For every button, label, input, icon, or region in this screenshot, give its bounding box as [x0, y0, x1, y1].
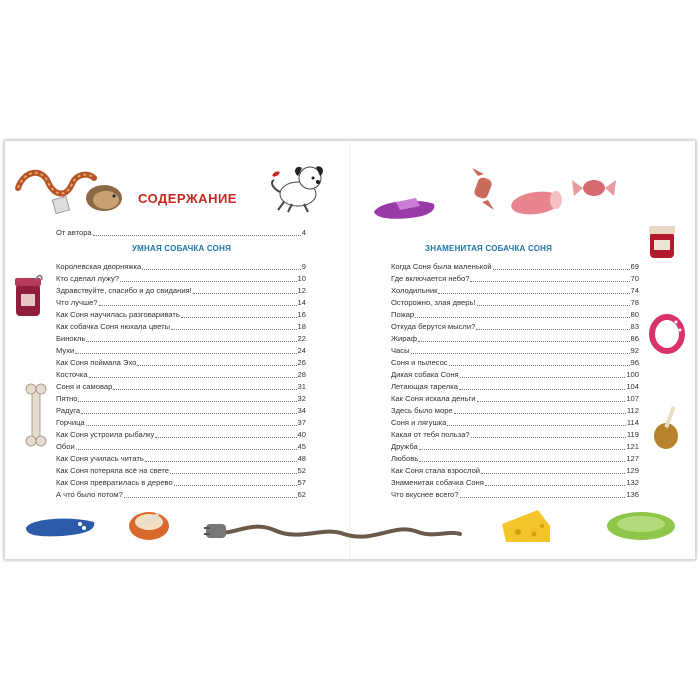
toc-item [391, 370, 639, 380]
toc-item-title: Дружба [391, 442, 418, 451]
toc-item-page: 52 [297, 466, 306, 475]
toc-leader-dots [419, 449, 626, 450]
toc-item-page: 22 [297, 334, 306, 343]
toc-item-title: Как Соня превратилась в дерево [56, 478, 173, 487]
toc-leader-dots [477, 401, 626, 402]
toc-item-title: Часы [391, 346, 410, 355]
toc-item-title: Косточка [56, 370, 88, 379]
toc-leader-dots [181, 317, 297, 318]
toc-item [391, 382, 639, 392]
toc-item [56, 466, 306, 476]
toc-item [391, 286, 639, 296]
toc-leader-dots [89, 377, 297, 378]
cord-illustration [204, 512, 466, 550]
toc-leader-dots [78, 401, 296, 402]
toc-intro [56, 228, 306, 238]
toc-item-title: Соня и лягушка [391, 418, 447, 427]
toc-item-page: 104 [626, 382, 639, 391]
toc-item-page: 12 [297, 286, 306, 295]
toc-item-page: 4 [301, 228, 306, 237]
toc-leader-dots [113, 389, 296, 390]
toc-item [391, 454, 639, 464]
toc-item-page: 18 [297, 322, 306, 331]
toc-item [391, 418, 639, 428]
dog-illustration [258, 158, 338, 216]
toc-item-title: Здравствуйте, спасибо и до свидания! [56, 286, 192, 295]
toc-item [391, 490, 639, 500]
toc-item [56, 490, 306, 500]
toc-item-page: 34 [297, 406, 306, 415]
toc-leader-dots [174, 485, 297, 486]
toc-item-page: 40 [297, 430, 306, 439]
toc-item-title: Любовь [391, 454, 419, 463]
toc-item-title: Какая от тебя польза? [391, 430, 470, 439]
toc-item-page: 78 [630, 298, 639, 307]
toc-item [56, 346, 306, 356]
toc-item [391, 466, 639, 476]
toc-item-title: Пятно [56, 394, 78, 403]
toc-item [56, 322, 306, 332]
toc-leader-dots [471, 437, 626, 438]
toc-item [391, 406, 639, 416]
toc-item-title: Знаменитая собачка Соня [391, 478, 484, 487]
toc-leader-dots [86, 425, 297, 426]
toc-item [391, 322, 639, 332]
toc-item-page: 136 [626, 490, 639, 499]
toc-item-page: 28 [297, 370, 306, 379]
toc-leader-dots [120, 281, 297, 282]
right-section-title: ЗНАМЕНИТАЯ СОБАЧКА СОНЯ [425, 244, 553, 253]
toc-item-title: Радуга [56, 406, 81, 415]
toc-item-title: Как собачка Соня нюхала цветы [56, 322, 171, 331]
toc-leader-dots [193, 293, 297, 294]
toc-leader-dots [485, 485, 625, 486]
toc-item-page: 74 [630, 286, 639, 295]
toc-leader-dots [76, 449, 297, 450]
toc-item-title: Холодильник [391, 286, 438, 295]
toc-item-title: Обои [56, 442, 75, 451]
toc-item-page: 31 [297, 382, 306, 391]
toc-item-title: А что было потом? [56, 490, 123, 499]
toc-item-page: 24 [297, 346, 306, 355]
left-section-title: УМНАЯ СОБАЧКА СОНЯ [132, 244, 232, 253]
toc-item-page: 80 [630, 310, 639, 319]
toc-leader-dots [460, 497, 626, 498]
toc-item-page: 86 [630, 334, 639, 343]
toc-item-page: 132 [626, 478, 639, 487]
toc-item [391, 310, 639, 320]
toc-item-title: Как Соня стала взрослой [391, 466, 481, 475]
toc-item-title: Что вкуснее всего? [391, 490, 459, 499]
toc-item [391, 346, 639, 356]
toc-item-title: Что лучше? [56, 298, 98, 307]
toc-item-page: 127 [626, 454, 639, 463]
toc-item [56, 286, 306, 296]
toc-item-page: 48 [297, 454, 306, 463]
toc-leader-dots [476, 329, 629, 330]
toc-item [56, 406, 306, 416]
toc-leader-dots [459, 389, 625, 390]
toc-item [56, 478, 306, 488]
toc-item [391, 298, 639, 308]
toc-item-title: Дикая собака Соня [391, 370, 459, 379]
toc-item [56, 394, 306, 404]
toc-item-page: 107 [626, 394, 639, 403]
toc-item-page: 37 [297, 418, 306, 427]
toc-item [391, 478, 639, 488]
toc-item-title: Как Соня искала деньги [391, 394, 476, 403]
toc-item-page: 96 [630, 358, 639, 367]
toc-leader-dots [493, 269, 630, 270]
toc-item [56, 298, 306, 308]
toc-item [56, 358, 306, 368]
toc-item-page: 121 [626, 442, 639, 451]
toc-item [56, 418, 306, 428]
collar-illustration [646, 312, 688, 356]
toc-item-page: 32 [297, 394, 306, 403]
toc-item [56, 370, 306, 380]
toc-item [56, 262, 306, 272]
toc-item-title: Жираф [391, 334, 417, 343]
toc-item-title: Здесь было море [391, 406, 453, 415]
sausage-illustration [508, 188, 564, 218]
toc-item-title: Где включается небо? [391, 274, 470, 283]
jam-jar-illustration-left [12, 272, 46, 322]
toc-item-page: 129 [626, 466, 639, 475]
toc-item [391, 442, 639, 452]
toc-item-page: 9 [301, 262, 306, 271]
toc-item-title: Как Соня потеряла всё на свете [56, 466, 169, 475]
toc-leader-dots [155, 437, 296, 438]
toc-item-page: 92 [630, 346, 639, 355]
toc-item-title: Как Соня училась читать [56, 454, 144, 463]
toc-item-title: Как Соня поймала Эхо [56, 358, 137, 367]
toc-item-page: 112 [626, 406, 639, 415]
toc-leader-dots [142, 269, 301, 270]
toc-item-page: 57 [297, 478, 306, 487]
toc-item-title: Бинокль [56, 334, 86, 343]
toc-item-title: Осторожно, злая дверь! [391, 298, 476, 307]
toc-item [391, 274, 639, 284]
snake-hedgehog-illustration [14, 158, 134, 220]
toc-item-title: Как Соня устроила рыбалку [56, 430, 155, 439]
toc-item-title: Откуда берутся мысли? [391, 322, 476, 331]
toc-item [56, 274, 306, 284]
toc-item [56, 454, 306, 464]
toc-leader-dots [418, 341, 630, 342]
toc-leader-dots [99, 305, 297, 306]
toc-item [56, 442, 306, 452]
toc-leader-dots [460, 377, 626, 378]
toc-item [391, 394, 639, 404]
toc-leader-dots [86, 341, 296, 342]
toc-item-page: 26 [297, 358, 306, 367]
toc-item-title: Соня и пылесос [391, 358, 448, 367]
toc-item [56, 430, 306, 440]
toc-item [56, 382, 306, 392]
jam-jar-illustration-right [646, 222, 678, 262]
candy-illustration [464, 166, 504, 212]
toc-leader-dots [415, 317, 629, 318]
toc-leader-dots [145, 461, 297, 462]
toc-leader-dots [477, 305, 630, 306]
slipper-illustration [370, 192, 438, 222]
toc-leader-dots [454, 413, 626, 414]
toc-leader-dots [171, 329, 297, 330]
toc-title: СОДЕРЖАНИЕ [138, 191, 237, 206]
toc-item-title: Соня и самовар [56, 382, 113, 391]
toc-leader-dots [419, 461, 625, 462]
toc-leader-dots [447, 425, 626, 426]
toc-item-page: 45 [297, 442, 306, 451]
bone-illustration [22, 380, 50, 450]
toc-item [391, 430, 639, 440]
toc-item-page: 16 [297, 310, 306, 319]
toc-leader-dots [124, 497, 297, 498]
bowl-with-bone-illustration [126, 500, 172, 544]
slipper-blue-illustration [22, 506, 98, 540]
toc-item-page: 100 [626, 370, 639, 379]
toc-item-page: 70 [630, 274, 639, 283]
toc-item-page: 119 [626, 430, 639, 439]
toc-leader-dots [449, 365, 630, 366]
toc-item-title: Когда Соня была маленькой [391, 262, 492, 271]
toc-leader-dots [411, 353, 630, 354]
toc-item-title: Горчица [56, 418, 85, 427]
chicken-leg-illustration [650, 402, 684, 452]
toc-item-page: 83 [630, 322, 639, 331]
cheese-illustration [498, 504, 554, 548]
wrapped-candy-illustration [570, 170, 618, 206]
toc-leader-dots [137, 365, 296, 366]
toc-leader-dots [170, 473, 297, 474]
toc-item-title: От автора [56, 228, 92, 237]
toc-leader-dots [93, 235, 301, 236]
toc-item-page: 69 [630, 262, 639, 271]
toc-item [391, 358, 639, 368]
toc-item-title: Королевская дворняжка [56, 262, 142, 271]
toc-item-title: Мухи [56, 346, 75, 355]
book-gutter [349, 141, 351, 559]
toc-leader-dots [75, 353, 296, 354]
toc-item [391, 262, 639, 272]
toc-item [56, 310, 306, 320]
toc-item [56, 334, 306, 344]
toc-item-page: 62 [297, 490, 306, 499]
toc-item-title: Летающая тарелка [391, 382, 458, 391]
toc-leader-dots [81, 413, 296, 414]
plate-illustration [604, 508, 678, 544]
toc-leader-dots [438, 293, 629, 294]
toc-leader-dots [470, 281, 629, 282]
toc-leader-dots [481, 473, 625, 474]
toc-item-title: Как Соня научилась разговаривать [56, 310, 180, 319]
toc-item-page: 114 [626, 418, 639, 427]
toc-item-page: 10 [297, 274, 306, 283]
toc-item-title: Пожар [391, 310, 415, 319]
toc-item [391, 334, 639, 344]
toc-item-page: 14 [297, 298, 306, 307]
toc-item-title: Кто сделал лужу? [56, 274, 120, 283]
